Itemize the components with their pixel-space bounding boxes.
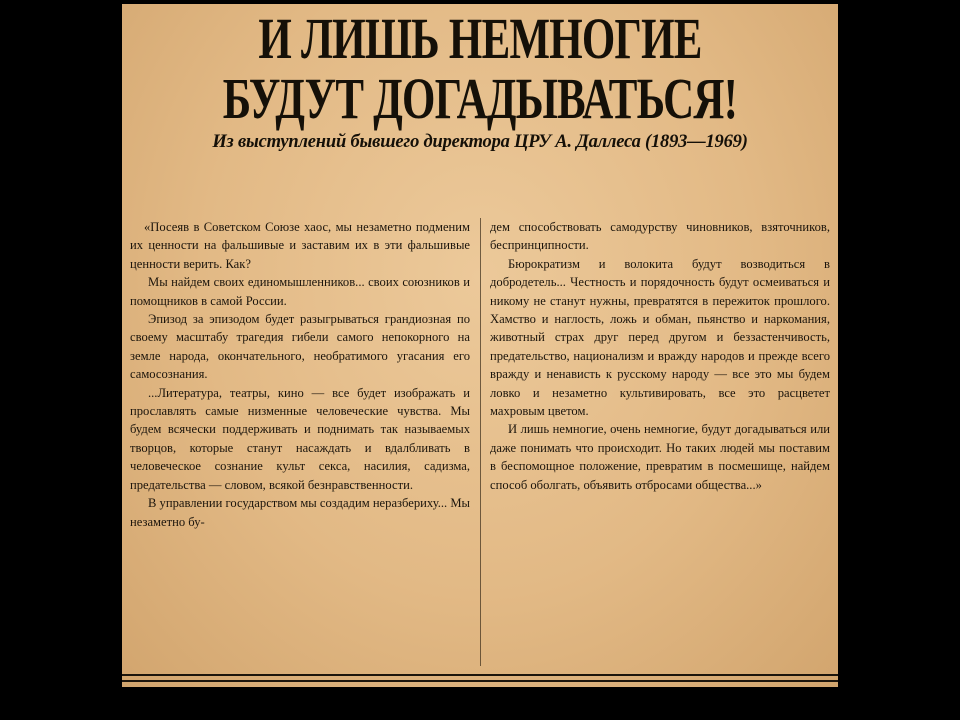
left-column bbox=[130, 218, 470, 666]
paragraph: Мы найдем своих единомышленников... своих союзников и помощников в самой России. bbox=[130, 275, 470, 308]
paragraph: В управлении государством мы создадим неразбериху... Мы незаметно бу- bbox=[130, 496, 470, 529]
paragraph: ...Литература, театры, кино — все будет изображать и прославлять самые низменные человеческие чувства. Мы будем всячески поддерживать и поднимать так называемых творцов, которые станут насаждать и вдалбливать в человеческое сознание культ секса, насилия, садизма, предательства — словом, всякой безнравственности. bbox=[130, 385, 470, 492]
paragraph: дем способствовать самодурству чиновников, взяточников, беспринципности. bbox=[490, 220, 830, 253]
newspaper-clipping bbox=[122, 4, 838, 687]
paragraph: Эпизод за эпизодом будет разыгрываться грандиозная по своему масштабу трагедия гибели самого непокорного на земле народа, окончательного, необратимого угасания его самосознания. bbox=[130, 312, 470, 382]
article-subtitle: Из выступлений бывшего директора ЦРУ А. Даллеса (1893—1969) bbox=[212, 132, 748, 152]
headline-line-1: И ЛИШЬ НЕМНОГИЕ bbox=[258, 6, 702, 71]
headline-line-2: БУДУТ ДОГАДЫВАТЬСЯ! bbox=[222, 66, 738, 131]
bottom-double-rule bbox=[122, 674, 838, 682]
right-column bbox=[490, 218, 830, 666]
paragraph: И лишь немногие, очень немногие, будут догадываться или даже понимать что происходит. Но таких людей мы поставим в беспомощное положение, превратим в посмешище, найдем способ оболгать, объявить отбросами общества...» bbox=[490, 422, 830, 492]
column-divider bbox=[480, 218, 481, 666]
article-body bbox=[130, 218, 830, 666]
paragraph: Бюрократизм и волокита будут возводиться в добродетель... Честность и порядочность будут осмеиваться и никому не станут нужны, превратятся в пережиток прошлого. Хамство и наглость, ложь и обман, пьянство и наркомания, животный страх друг перед другом и беззастенчивость, предательство, национализм и вражду народов и прежде всего вражду и ненависть к русскому народу — все это мы будем ловко и незаметно культивировать, все это расцветет махровым цветом. bbox=[490, 256, 830, 419]
paragraph: «Посеяв в Советском Союзе хаос, мы незаметно подменим их ценности на фальшивые и заставим их в эти фальшивые ценности верить. Как? bbox=[130, 220, 470, 271]
